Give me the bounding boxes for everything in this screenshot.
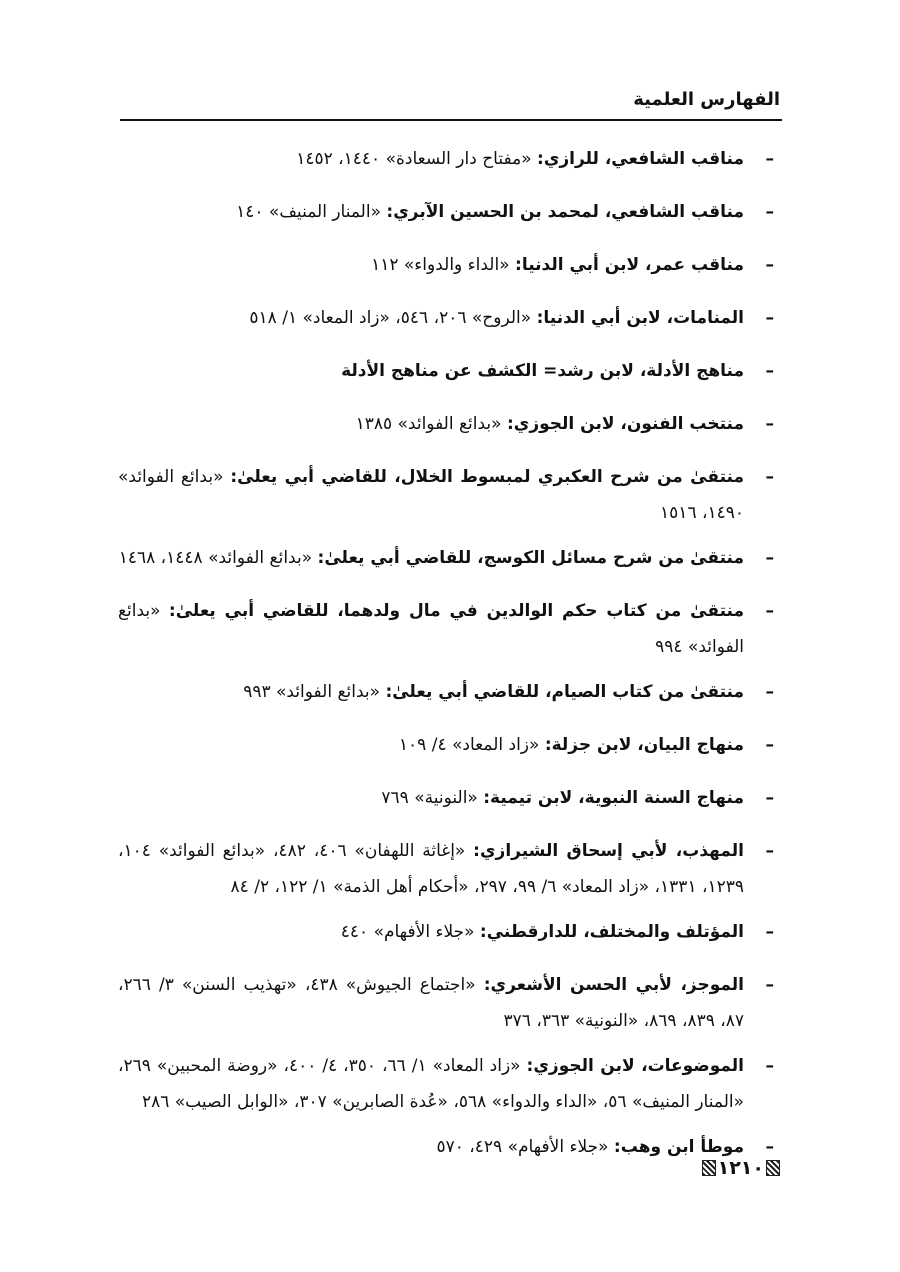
entry-dash: –	[765, 548, 774, 568]
entry-refs: «بدائع الفوائد» ٩٩٤	[118, 601, 744, 657]
index-entry	[118, 141, 780, 177]
page-footer	[702, 1156, 780, 1180]
entry-dash: –	[765, 682, 774, 702]
index-entry	[118, 967, 780, 1039]
header-rule	[120, 119, 782, 121]
entry-dash: –	[765, 975, 774, 995]
entry-dash: –	[765, 1137, 774, 1157]
entry-title: مناقب عمر، لابن أبي الدنيا:	[515, 255, 744, 275]
page-number: ١٢١٠	[717, 1157, 764, 1179]
entry-dash: –	[765, 308, 774, 328]
entry-title: الموضوعات، لابن الجوزي:	[526, 1056, 745, 1076]
entry-refs: «الروح» ٢٠٦، ٥٤٦، «زاد المعاد» ١/ ٥١٨	[249, 308, 532, 328]
index-entry	[118, 833, 780, 905]
index-entry	[118, 194, 780, 230]
entry-dash: –	[765, 1056, 774, 1076]
entry-title: المؤتلف والمختلف، للدارقطني:	[479, 922, 744, 942]
index-entry	[118, 593, 780, 665]
ornament-icon	[766, 1160, 780, 1176]
index-entry	[118, 406, 780, 442]
index-entry	[118, 540, 780, 576]
entry-title: مناهج الأدلة، لابن رشد= الكشف عن مناهج الأدلة	[341, 361, 744, 381]
entry-dash: –	[765, 467, 774, 487]
entry-refs: «جلاء الأفهام» ٤٤٠	[340, 922, 475, 942]
entry-dash: –	[765, 361, 774, 381]
entry-dash: –	[765, 922, 774, 942]
entry-title: منتقىٰ من كتاب حكم الوالدين في مال ولدهما، للقاضي أبي يعلىٰ:	[168, 601, 744, 621]
entry-title: موطأ ابن وهب:	[613, 1137, 744, 1157]
entry-refs: «بدائع الفوائد» ١٤٤٨، ١٤٦٨	[118, 548, 313, 568]
entry-refs: «اجتماع الجيوش» ٤٣٨، «تهذيب السنن» ٣/ ٢٦٦، ٨٧، ٨٣٩، ٨٦٩، «النونية» ٣٦٣، ٣٧٦	[118, 975, 744, 1031]
entry-title: مناقب الشافعي، لمحمد بن الحسين الآبري:	[386, 202, 744, 222]
entry-title: منهاج السنة النبوية، لابن تيمية:	[483, 788, 744, 808]
entry-refs: «بدائع الفوائد» ١٤٩٠، ١٥١٦	[118, 467, 744, 523]
entry-refs: «النونية» ٧٦٩	[381, 788, 478, 808]
entry-title: منتخب الفنون، لابن الجوزي:	[506, 414, 744, 434]
entry-title: المنامات، لابن أبي الدنيا:	[536, 308, 744, 328]
entry-refs: «زاد المعاد» ٤/ ١٠٩	[398, 735, 540, 755]
entry-refs: «بدائع الفوائد» ١٣٨٥	[355, 414, 502, 434]
entry-dash: –	[765, 149, 774, 169]
index-entry	[118, 780, 780, 816]
entry-refs: «بدائع الفوائد» ٩٩٣	[243, 682, 381, 702]
index-entry	[118, 353, 780, 389]
index-entry	[118, 1048, 780, 1120]
index-entry	[118, 459, 780, 531]
entry-refs: «المنار المنيف» ١٤٠	[236, 202, 381, 222]
index-entry	[118, 1129, 780, 1165]
entry-dash: –	[765, 601, 774, 621]
index-entry	[118, 727, 780, 763]
index-entry	[118, 247, 780, 283]
running-head: الفهارس العلمية	[633, 89, 780, 110]
entry-title: منتقىٰ من شرح العكبري لمبسوط الخلال، للقاضي أبي يعلىٰ:	[230, 467, 745, 487]
entry-title: الموجز، لأبي الحسن الأشعري:	[483, 975, 744, 995]
entry-dash: –	[765, 202, 774, 222]
entry-dash: –	[765, 841, 774, 861]
entry-title: منتقىٰ من كتاب الصيام، للقاضي أبي يعلىٰ:	[385, 682, 744, 702]
entry-title: منتقىٰ من شرح مسائل الكوسج، للقاضي أبي يعلىٰ:	[317, 548, 744, 568]
entry-refs: «مفتاح دار السعادة» ١٤٤٠، ١٤٥٢	[296, 149, 532, 169]
entry-title: المهذب، لأبي إسحاق الشيرازي:	[473, 841, 744, 861]
entry-refs: «زاد المعاد» ١/ ٦٦، ٣٥٠، ٤/ ٤٠٠، «روضة المحبين» ٢٦٩، «المنار المنيف» ٥٦، «الداء والدواء» ٥٦٨، «عُدة الصابرين» ٣٠٧، «الوابل الصيب» ٢٨٦	[118, 1056, 744, 1112]
entry-refs: «جلاء الأفهام» ٤٢٩، ٥٧٠	[436, 1137, 609, 1157]
entry-title: مناقب الشافعي، للرازي:	[537, 149, 744, 169]
entry-refs: «إغاثة اللهفان» ٤٠٦، ٤٨٢، «بدائع الفوائد» ١٠٤، ١٢٣٩، ١٣٣١، «زاد المعاد» ٦/ ٩٩، ٢٩٧، «أحكام أهل الذمة» ١/ ١٢٢، ٢/ ٨٤	[118, 841, 744, 897]
entry-title: منهاج البيان، لابن جزلة:	[544, 735, 744, 755]
entry-refs: «الداء والدواء» ١١٢	[371, 255, 510, 275]
index-entry	[118, 914, 780, 950]
index-entries-list	[118, 141, 780, 1182]
entry-dash: –	[765, 255, 774, 275]
entry-dash: –	[765, 414, 774, 434]
ornament-icon	[702, 1160, 716, 1176]
index-entry	[118, 674, 780, 710]
index-entry	[118, 300, 780, 336]
entry-dash: –	[765, 788, 774, 808]
entry-dash: –	[765, 735, 774, 755]
